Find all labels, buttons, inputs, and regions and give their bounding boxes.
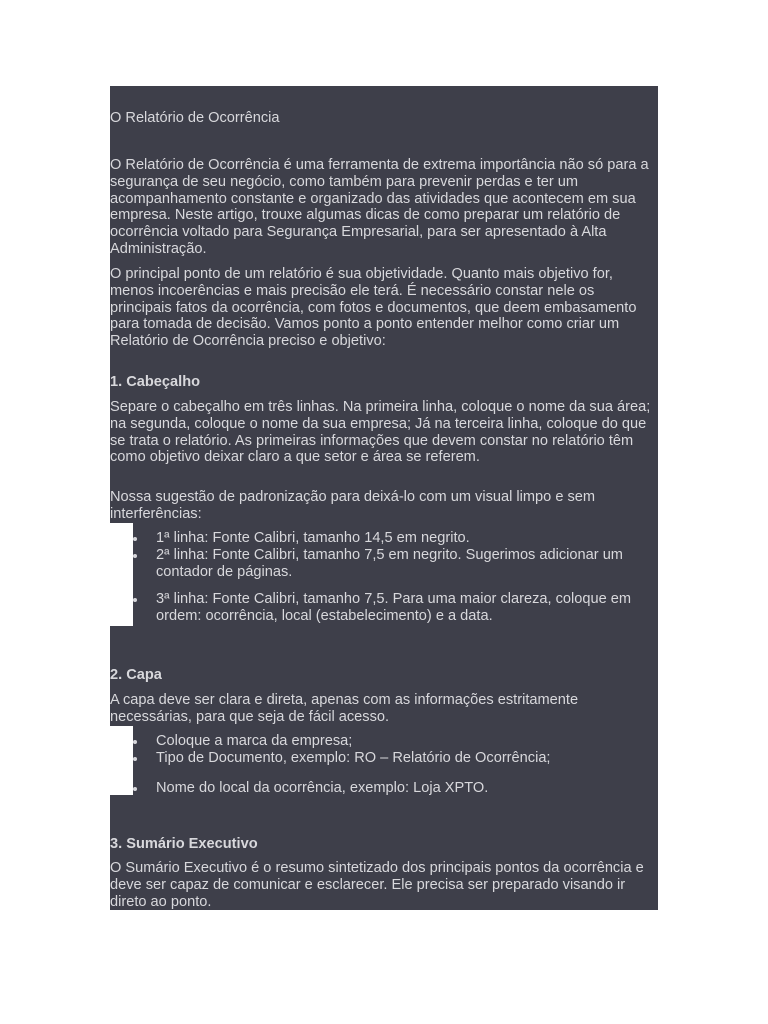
section-2-paragraph-1: A capa deve ser clara e direta, apenas com as informações estritamente necessárias, para que seja de fácil acesso. [110, 692, 579, 725]
section-1-paragraph-2: Nossa sugestão de padronização para deixá-lo com um visual limpo e sem interferências: [110, 489, 596, 522]
list-item: Tipo de Documento, exemplo: RO – Relatório de Ocorrência; [110, 750, 658, 767]
list-item: Nome do local da ocorrência, exemplo: Loja XPTO. [110, 780, 658, 797]
section-3-paragraph-1: O Sumário Executivo é o resumo sintetizado dos principais pontos da ocorrência e deve ser capaz de comunicar e esclarecer. Ele precisa ser preparado visando ir direto ao ponto. [110, 860, 644, 910]
document-panel [110, 86, 658, 910]
list-item: Coloque a marca da empresa; [110, 733, 658, 750]
intro-paragraph-2: O principal ponto de um relatório é sua objetividade. Quanto mais objetivo for, menos incoerências e mais precisão ele terá. É necessário constar nele os principais fatos da ocorrência, com fotos e documentos, que deem embasamento para tomada de decisão. Vamos ponto a ponto entender melhor como criar um Relatório de Ocorrência preciso e objetivo: [110, 266, 637, 350]
document-title: O Relatório de Ocorrência [110, 110, 280, 126]
section-1-bullet-list [110, 530, 658, 625]
section-heading-capa: 2. Capa [110, 667, 162, 683]
list-item: 2ª linha: Fonte Calibri, tamanho 7,5 em negrito. Sugerimos adicionar um contador de páginas. [110, 547, 658, 581]
intro-paragraph-1: O Relatório de Ocorrência é uma ferramenta de extrema importância não só para a segurança de seu negócio, como também para prevenir perdas e ter um acompanhamento constante e organizado das atividades que acontecem em sua empresa. Neste artigo, trouxe algumas dicas de como preparar um relatório de ocorrência voltado para Segurança Empresarial, para ser apresentado à Alta Administração. [110, 157, 649, 257]
section-heading-cabecalho: 1. Cabeçalho [110, 374, 201, 390]
section-heading-sumario-executivo: 3. Sumário Executivo [110, 836, 258, 852]
list-item: 3ª linha: Fonte Calibri, tamanho 7,5. Para uma maior clareza, coloque em ordem: ocorrência, local (estabelecimento) e a data. [110, 591, 658, 625]
list-item: 1ª linha: Fonte Calibri, tamanho 14,5 em negrito. [110, 530, 658, 547]
section-1-paragraph-1: Separe o cabeçalho em três linhas. Na primeira linha, coloque o nome da sua área; na segunda, coloque o nome da sua empresa; Já na terceira linha, coloque do que se trata o relatório. As primeiras informações que devem constar no relatório têm como objetivo deixar claro a que setor e área se referem. [110, 399, 651, 466]
section-2-bullet-list [110, 733, 658, 796]
